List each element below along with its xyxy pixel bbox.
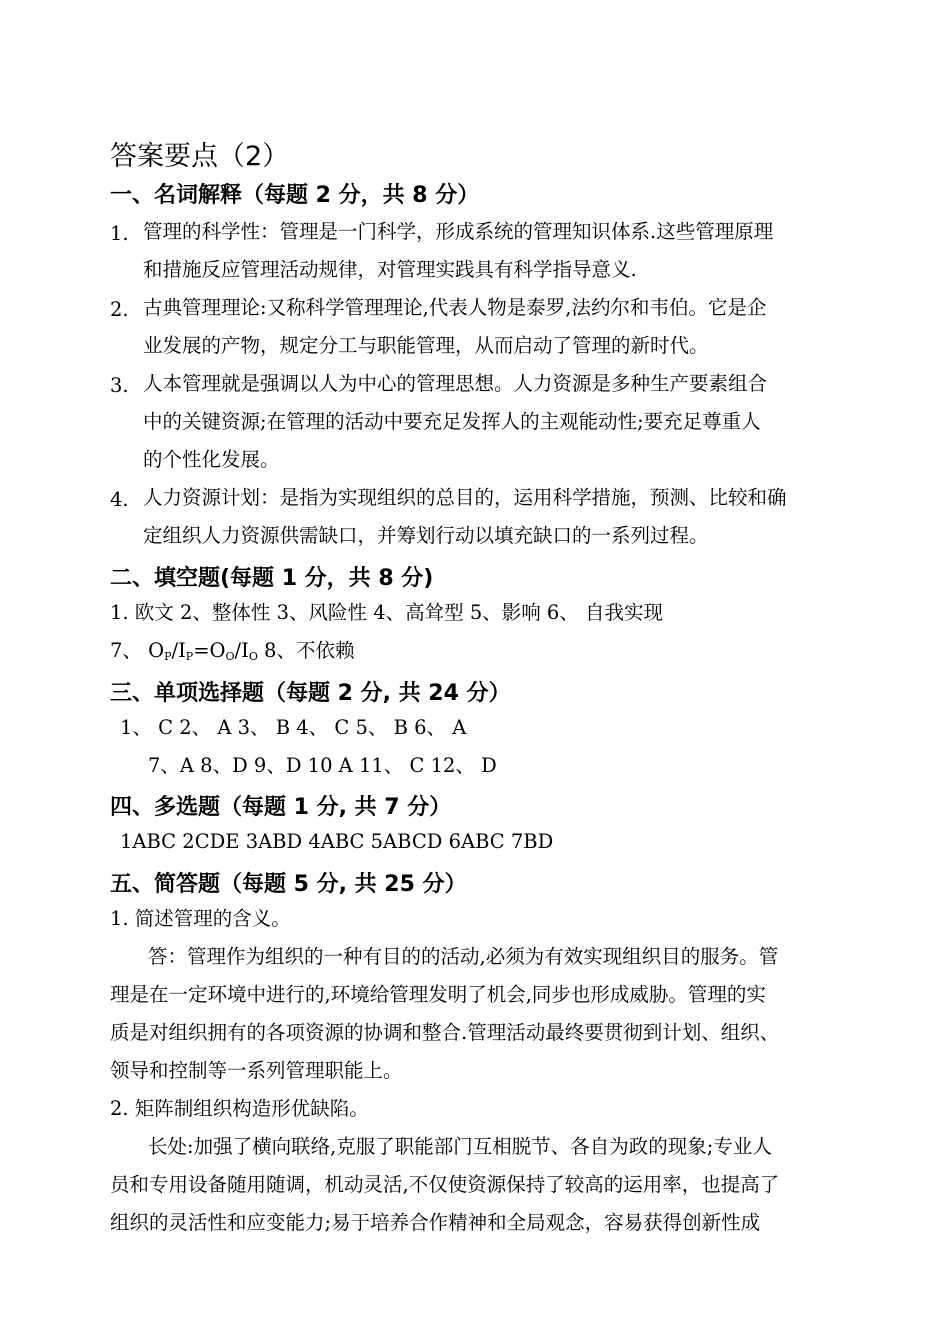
answer-line: 理是在一定环境中进行的,环境给管理发明了机会,同步也形成威胁。管理的实 [110,983,766,1006]
answer-line: 领导和控制等一系列管理职能上。 [110,1059,403,1082]
text-line: 业发展的产物，规定分工与职能管理，从而启动了管理的新时代。 [143,334,709,357]
multi-choice-answers-line: 1ABC 2CDE 3ABD 4ABC 5ABCD 6ABC 7BD [120,830,554,853]
choice-answers-line: 7、A 8、D 9、D 10 A 11、 C 12、 D [148,754,497,777]
text-line: 和措施反应管理活动规律，对管理实践具有科学指导意义. [143,258,637,281]
section-heading-5: 五、简答题（每题 5 分, 共 25 分） [110,872,467,897]
text-line: 的个性化发展。 [143,448,280,471]
item-number: 4. [110,488,129,511]
text-line: 管理的科学性：管理是一门科学，形成系统的管理知识体系.这些管理原理 [143,220,774,243]
answer-line: 质是对组织拥有的各项资源的协调和整合.管理活动最终要贯彻到计划、组织、 [110,1021,780,1044]
page-title: 答案要点（2） [110,141,290,172]
answer-line: 组织的灵活性和应变能力;易于培养合作精神和全局观念，容易获得创新性成 [110,1211,761,1234]
section-heading-2: 二、填空题(每题 1 分，共 8 分) [110,566,434,591]
answer-line: 长处:加强了横向联络,克服了职能部门互相脱节、各自为政的现象;专业人 [148,1135,772,1158]
section-heading-1: 一、名词解释（每题 2 分，共 8 分） [110,183,480,208]
fill-in-answers-line: 1. 欧文 2、整体性 3、风险性 4、高耸型 5、影响 6、 自我实现 [110,601,664,624]
item-number: 2. [110,298,129,321]
answer-line: 员和专用设备随用随调，机动灵活,不仅使资源保持了较高的运用率，也提高了 [110,1173,780,1196]
section-heading-3: 三、单项选择题（每题 2 分, 共 24 分） [110,681,511,706]
question-line: 1. 简述管理的含义。 [110,907,291,930]
text-line: 定组织人力资源供需缺口，并筹划行动以填充缺口的一系列过程。 [143,524,709,547]
answer-line: 答：管理作为组织的一种有目的的活动,必须为有效实现组织目的服务。管 [148,945,779,968]
item-number: 1. [110,222,129,245]
item-number: 3. [110,374,129,397]
text-line: 中的关键资源;在管理的活动中要充足发挥人的主观能动性;要充足尊重人 [143,410,761,433]
text-line: 古典管理理论:又称科学管理理论,代表人物是泰罗,法约尔和韦伯。它是企 [143,296,767,319]
question-line: 2. 矩阵制组织构造形优缺陷。 [110,1097,369,1120]
fill-in-answers-line: 7、 $O_P/I_P=O_O/I_O$ 8、不依赖 [110,639,355,663]
section-heading-4: 四、多选题（每题 1 分, 共 7 分） [110,795,452,820]
text-line: 人本管理就是强调以人为中心的管理思想。人力资源是多种生产要素组合 [143,372,768,395]
text-line: 人力资源计划：是指为实现组织的总目的，运用科学措施，预测、比较和确 [143,486,787,509]
choice-answers-line: 1、 C 2、 A 3、 B 4、 C 5、 B 6、 A [120,716,467,739]
